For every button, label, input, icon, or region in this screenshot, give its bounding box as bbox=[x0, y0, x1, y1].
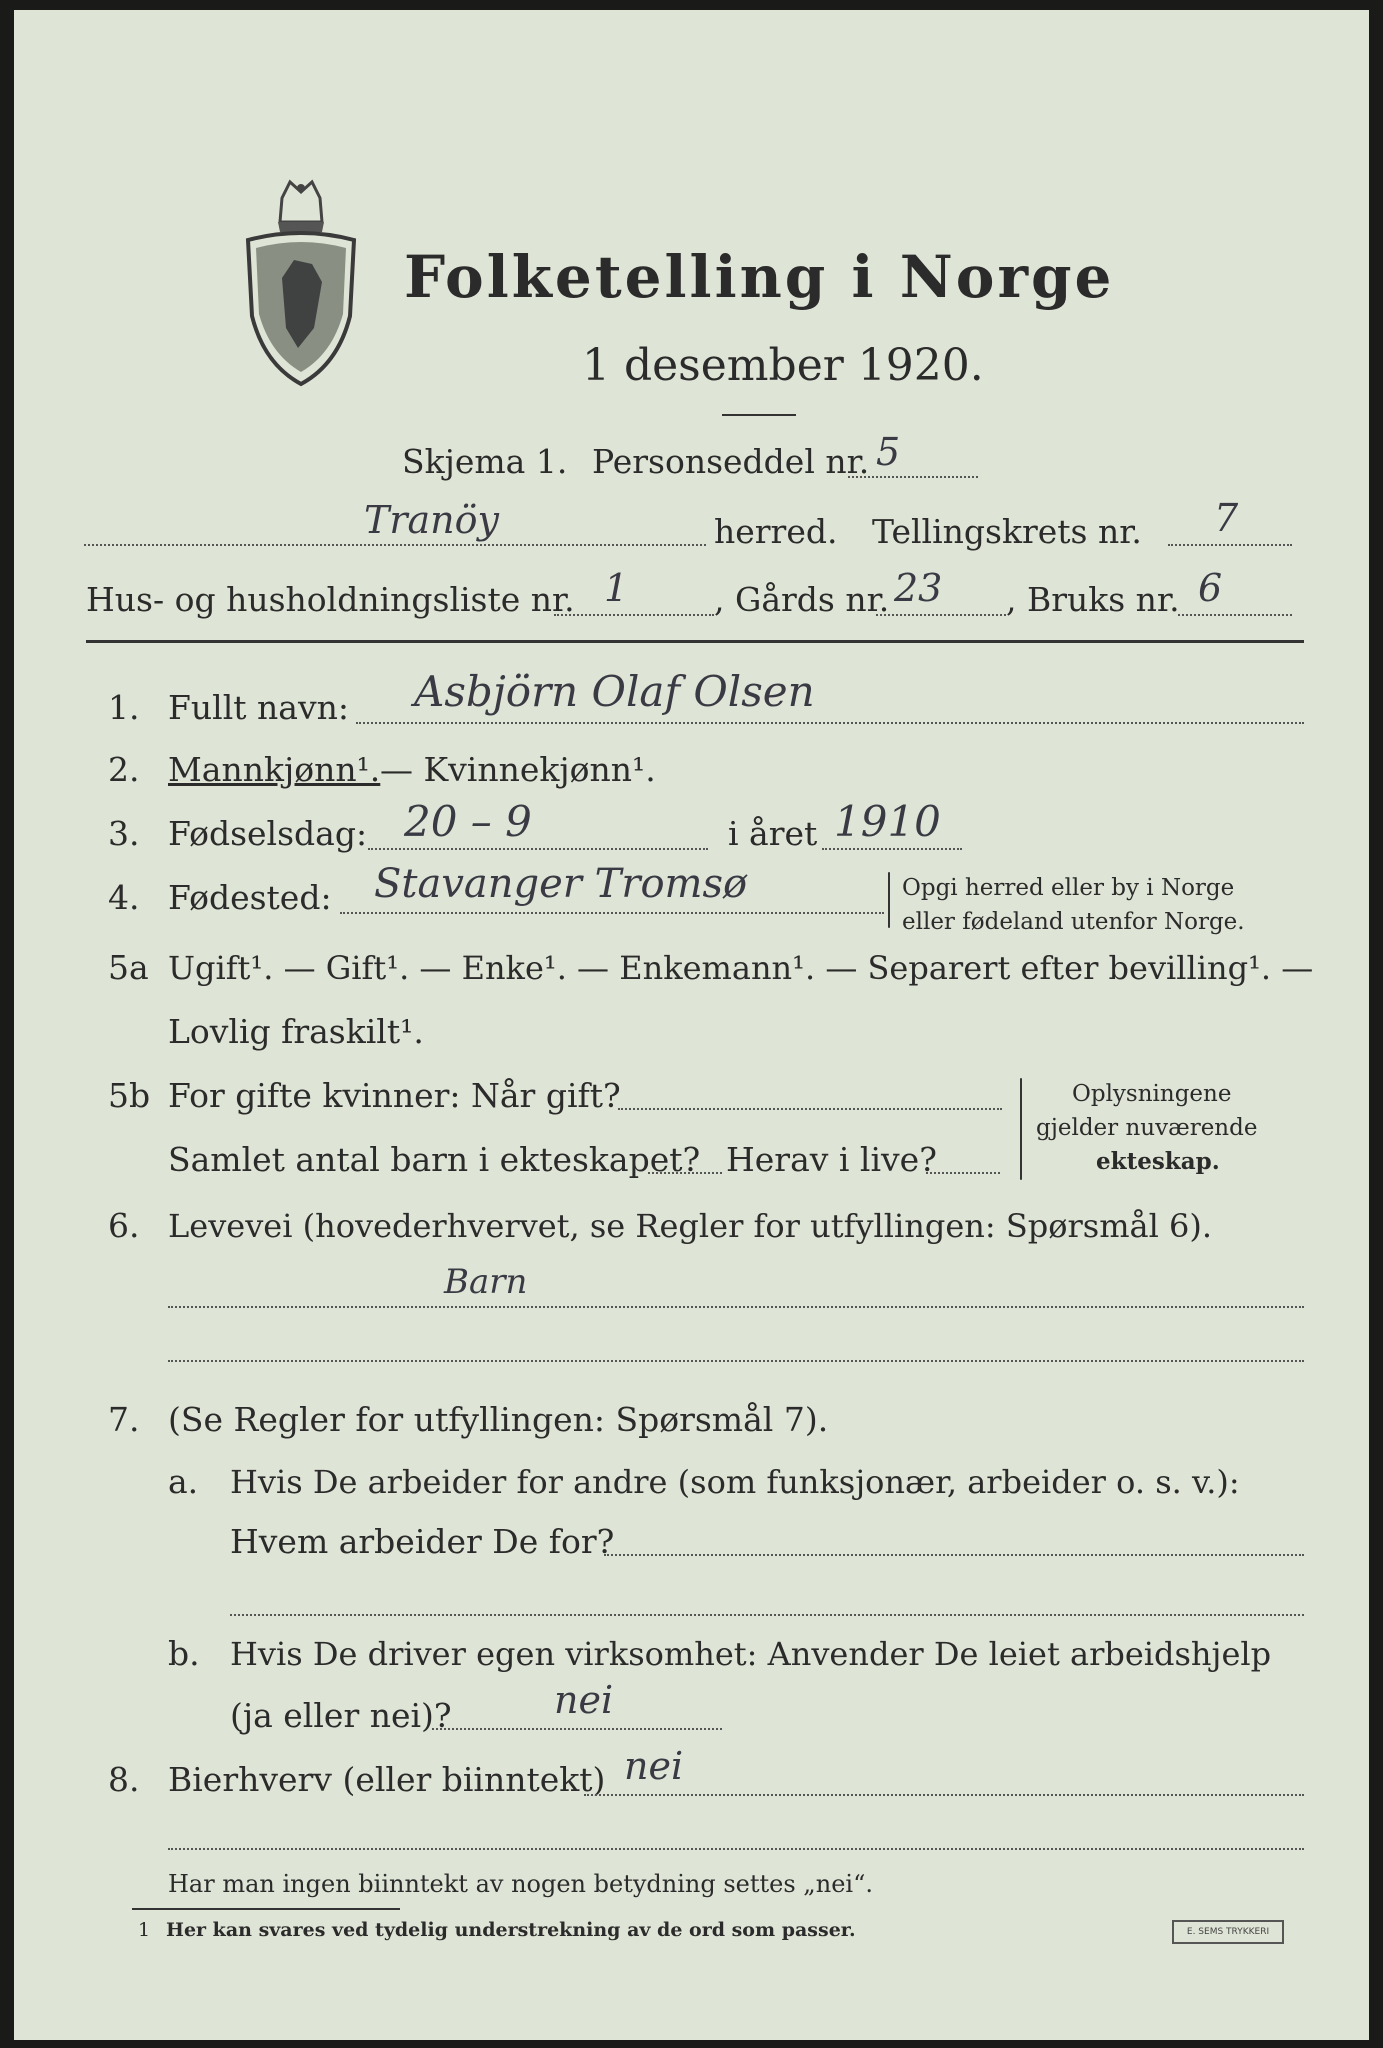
q4-note-brace bbox=[888, 872, 890, 928]
q5b-alive-line bbox=[926, 1172, 1000, 1174]
header-divider bbox=[86, 640, 1304, 643]
personseddel-value[interactable]: 5 bbox=[876, 430, 901, 474]
q5b-alive-label: Herav i live? bbox=[726, 1140, 937, 1179]
q3-year-label: i året bbox=[728, 814, 818, 853]
tellingskrets-label: Tellingskrets nr. bbox=[872, 512, 1142, 551]
gards-line bbox=[876, 614, 1006, 616]
q7a-employer-line2 bbox=[230, 1614, 1304, 1616]
q5a-marital-options-cont[interactable]: Lovlig fraskilt¹. bbox=[168, 1012, 424, 1051]
q3-year-line bbox=[822, 848, 962, 850]
footnote-number: 1 bbox=[138, 1919, 151, 1941]
q2-number: 2. bbox=[108, 750, 140, 789]
q2-female-option[interactable]: — Kvinnekjønn¹. bbox=[380, 750, 656, 789]
q3-number: 3. bbox=[108, 814, 140, 853]
q1-number: 1. bbox=[108, 688, 140, 727]
q7a-employer-line bbox=[604, 1554, 1304, 1556]
q5b-children-line bbox=[648, 1172, 722, 1174]
q5b-married-label: For gifte kvinner: Når gift? bbox=[168, 1076, 621, 1115]
hus-value[interactable]: 1 bbox=[604, 566, 629, 610]
q5b-note-line3: ekteskap. bbox=[1096, 1148, 1220, 1175]
q4-line bbox=[340, 912, 884, 914]
q5b-married-line bbox=[618, 1108, 1002, 1110]
q7a-letter: a. bbox=[168, 1462, 199, 1501]
q4-label: Fødested: bbox=[168, 878, 332, 917]
herred-value[interactable]: Tranöy bbox=[364, 498, 499, 542]
personseddel-line bbox=[848, 476, 978, 478]
q8-line2 bbox=[168, 1848, 1304, 1850]
printer-mark bbox=[1172, 1920, 1284, 1944]
footer-divider bbox=[132, 1908, 400, 1910]
q5b-children-label: Samlet antal barn i ekteskapet? bbox=[168, 1140, 701, 1179]
hus-line bbox=[554, 614, 714, 616]
q6-line2 bbox=[168, 1360, 1304, 1362]
q3-line bbox=[368, 848, 708, 850]
census-date: 1 desember 1920. bbox=[582, 340, 984, 391]
q6-label: Levevei (hovederhvervet, se Regler for utfyllingen: Spørsmål 6). bbox=[168, 1207, 1213, 1245]
bruks-line bbox=[1178, 614, 1292, 616]
q3-year-value[interactable]: 1910 bbox=[834, 797, 941, 846]
form-title: Folketelling i Norge bbox=[404, 243, 1115, 311]
q6-line1 bbox=[168, 1306, 1304, 1308]
q5a-marital-options[interactable]: Ugift¹. — Gift¹. — Enke¹. — Enkemann¹. — Separert efter bevilling¹. — bbox=[168, 949, 1314, 987]
schema-label: Skjema 1. bbox=[402, 442, 568, 481]
q1-label: Fullt navn: bbox=[168, 688, 349, 727]
q4-number: 4. bbox=[108, 878, 140, 917]
printer-mark-text: E. SEMS TRYKKERI bbox=[1186, 1927, 1270, 1937]
q8-number: 8. bbox=[108, 1760, 140, 1799]
q8-line bbox=[584, 1794, 1304, 1796]
bruks-value[interactable]: 6 bbox=[1198, 566, 1223, 610]
q7a-employer-label: Hvem arbeider De for? bbox=[230, 1522, 615, 1561]
q7b-yesno-line bbox=[432, 1728, 722, 1730]
q3-birthdate-value[interactable]: 20 – 9 bbox=[404, 797, 532, 846]
q5b-number: 5b bbox=[108, 1076, 151, 1115]
q4-note-line1: Opgi herred eller by i Norge bbox=[902, 875, 1235, 901]
q7b-yesno-label: (ja eller nei)? bbox=[230, 1696, 452, 1735]
bruks-label: , Bruks nr. bbox=[1006, 580, 1180, 619]
q4-birthplace-value[interactable]: Stavanger Tromsø bbox=[374, 861, 748, 907]
q7b-letter: b. bbox=[168, 1634, 200, 1673]
census-form-sheet bbox=[14, 10, 1369, 2040]
q7-number: 7. bbox=[108, 1400, 140, 1439]
q8-side-income-value[interactable]: nei bbox=[624, 1744, 684, 1788]
q5b-note-line1: Oplysningene bbox=[1072, 1081, 1232, 1107]
footer-note: Har man ingen biinntekt av nogen betydning settes „nei“. bbox=[168, 1870, 873, 1898]
q7b-label: Hvis De driver egen virksomhet: Anvender De leiet arbeidshjelp bbox=[230, 1635, 1272, 1673]
q8-label: Bierhverv (eller biinntekt) bbox=[168, 1760, 606, 1799]
q5b-note-line2: gjelder nuværende bbox=[1036, 1115, 1258, 1141]
q1-full-name-value[interactable]: Asbjörn Olaf Olsen bbox=[414, 667, 815, 716]
q2-male-option[interactable]: Mannkjønn¹. bbox=[168, 750, 381, 789]
tellingskrets-line bbox=[1168, 544, 1292, 546]
norwegian-coat-of-arms-icon bbox=[242, 178, 360, 388]
footnote-text: Her kan svares ved tydelig understrekning av de ord som passer. bbox=[166, 1919, 856, 1941]
q6-occupation-value[interactable]: Barn bbox=[444, 1262, 528, 1302]
q3-label: Fødselsdag: bbox=[168, 814, 368, 853]
herred-label: herred. bbox=[714, 512, 838, 551]
personseddel-label: Personseddel nr. bbox=[592, 442, 870, 481]
q5b-note-brace bbox=[1020, 1078, 1022, 1180]
hus-label: Hus- og husholdningsliste nr. bbox=[86, 580, 575, 619]
gards-label: , Gårds nr. bbox=[714, 580, 890, 619]
tellingskrets-value[interactable]: 7 bbox=[1214, 496, 1239, 540]
gards-value[interactable]: 23 bbox=[894, 566, 943, 610]
q6-number: 6. bbox=[108, 1206, 140, 1245]
q7a-label: Hvis De arbeider for andre (som funksjonær, arbeider o. s. v.): bbox=[230, 1463, 1240, 1501]
q5a-number: 5a bbox=[108, 948, 149, 987]
q7-label: (Se Regler for utfyllingen: Spørsmål 7). bbox=[168, 1400, 829, 1439]
herred-line bbox=[84, 544, 706, 546]
title-rule bbox=[722, 414, 796, 416]
q7b-yesno-value[interactable]: nei bbox=[554, 1678, 614, 1722]
q1-line bbox=[356, 722, 1304, 724]
q4-note-line2: eller fødeland utenfor Norge. bbox=[902, 909, 1245, 935]
